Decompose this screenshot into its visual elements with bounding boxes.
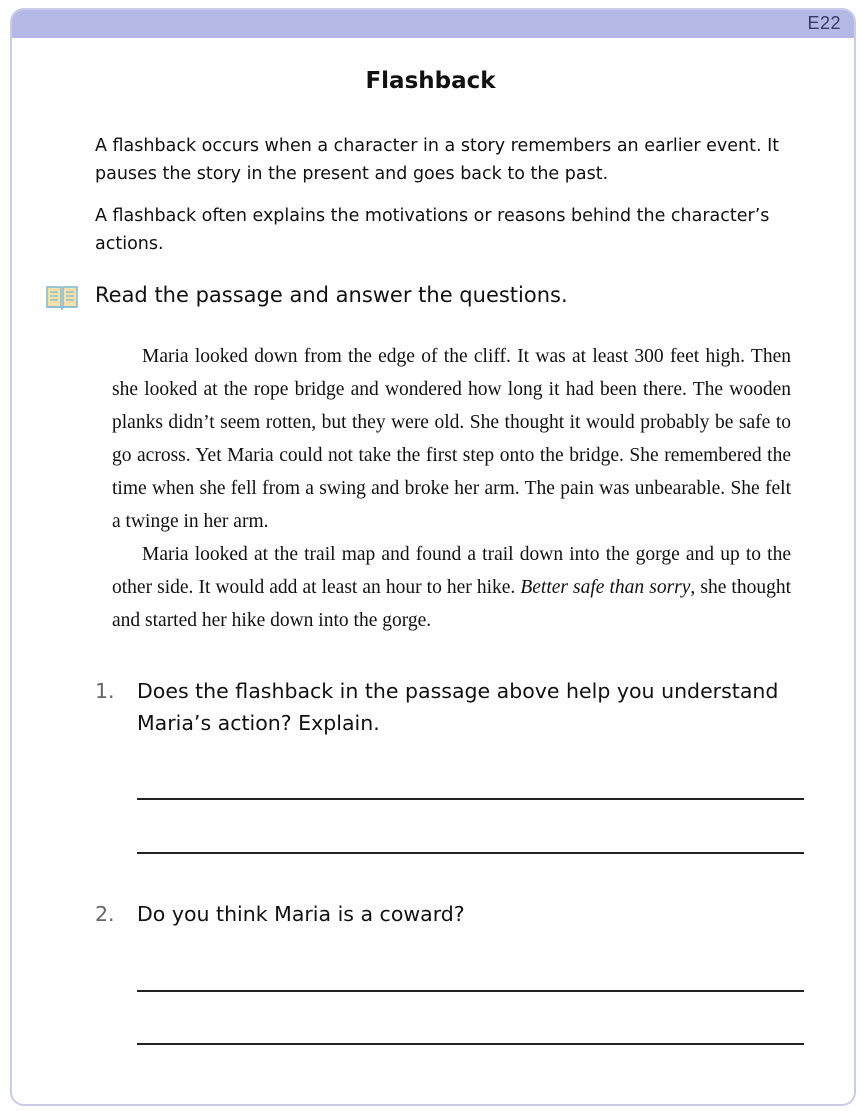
answer-line[interactable] — [137, 852, 804, 854]
answer-line[interactable] — [137, 1043, 804, 1045]
page-code: E22 — [807, 13, 841, 33]
reading-passage — [112, 340, 791, 637]
question-text: Does the flashback in the passage above help you understand Maria’s action? Explain. — [137, 679, 779, 735]
intro-paragraph: A flashback occurs when a character in a story remembers an earlier event. It pauses the story in the present and goes back to the past. — [95, 136, 780, 184]
passage-paragraph-2 — [112, 538, 791, 637]
question-2 — [95, 898, 815, 930]
answer-line[interactable] — [137, 990, 804, 992]
answer-line[interactable] — [137, 798, 804, 800]
intro-paragraph: A flashback often explains the motivations or reasons behind the character’s actions. — [95, 206, 770, 254]
passage-paragraph-1: Maria looked down from the edge of the cliff. It was at least 300 feet high. Then she looked at the rope bridge and wondered how long it had been there. The wooden planks didn’t seem rotten, but they were old. She thought it would probably be safe to go across. Yet Maria could not take the first step onto the bridge. She remembered the time when she fell from a swing and broke her arm. The pain was unbearable. She felt a twinge in her arm. — [112, 346, 791, 532]
question-number: 2. — [95, 902, 115, 926]
question-number: 1. — [95, 679, 115, 703]
question-1 — [95, 675, 815, 739]
question-text: Do you think Maria is a coward? — [137, 902, 465, 926]
open-book-icon — [46, 285, 78, 311]
header-band — [12, 10, 854, 38]
page-title: Flashback — [365, 68, 496, 94]
passage-italic-text: Better safe than sorry — [520, 577, 691, 598]
instruction-text: Read the passage and answer the questions. — [95, 283, 568, 307]
passage-text: Maria looked at the trail map and found a trail down into the gorge and up to the other side. It would add at least an hour to her hike. — [112, 544, 791, 598]
passage-text: , she thought and started her hike down into the gorge. — [112, 577, 791, 631]
